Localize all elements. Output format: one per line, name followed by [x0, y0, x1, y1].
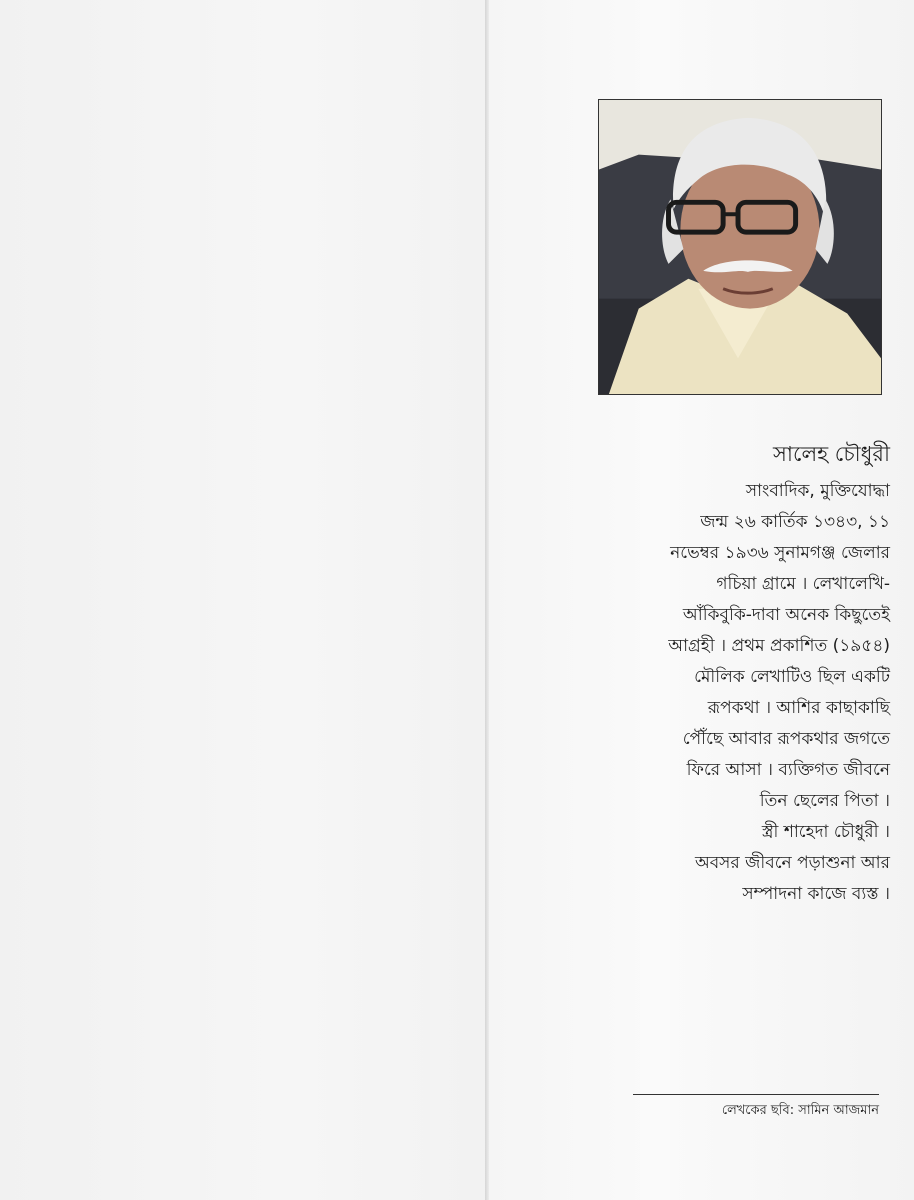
- credit-divider: [633, 1094, 879, 1095]
- bio-line: মৌলিক লেখাটিও ছিল একটি: [694, 667, 890, 687]
- photo-credit: লেখকের ছবি: সামিন আজমান: [721, 1103, 879, 1118]
- bio-line: সম্পাদনা কাজে ব্যস্ত ।: [742, 884, 890, 904]
- bio-line: পৌঁছে আবার রূপকথার জগতে: [682, 729, 890, 749]
- bio-line: গচিয়া গ্রামে । লেখালেখি-: [716, 574, 890, 594]
- author-portrait: [598, 99, 882, 395]
- author-portrait-image: [599, 100, 881, 394]
- bio-line: স্ত্রী শাহেদা চৌধুরী ।: [761, 822, 890, 842]
- bio-line: জন্ম ২৬ কার্তিক ১৩৪৩, ১১: [700, 512, 890, 532]
- bio-line: সাংবাদিক, মুক্তিযোদ্ধা: [745, 481, 890, 501]
- bio-line: অবসর জীবনে পড়াশুনা আর: [695, 853, 890, 873]
- author-name: সালেহ চৌধুরী: [773, 442, 890, 466]
- bio-line: আগ্রহী । প্রথম প্রকাশিত (১৯৫৪): [668, 636, 890, 656]
- bio-line: নভেম্বর ১৯৩৬ সুনামগঞ্জ জেলার: [670, 543, 890, 563]
- bio-line: আঁকিবুকি-দাবা অনেক কিছুতেই: [682, 605, 890, 625]
- bio-line: রূপকথা । আশির কাছাকাছি: [707, 698, 890, 718]
- bio-line: তিন ছেলের পিতা ।: [759, 791, 890, 811]
- bio-line: ফিরে আসা । ব্যক্তিগত জীবনে: [686, 760, 890, 780]
- author-bio: [600, 436, 890, 910]
